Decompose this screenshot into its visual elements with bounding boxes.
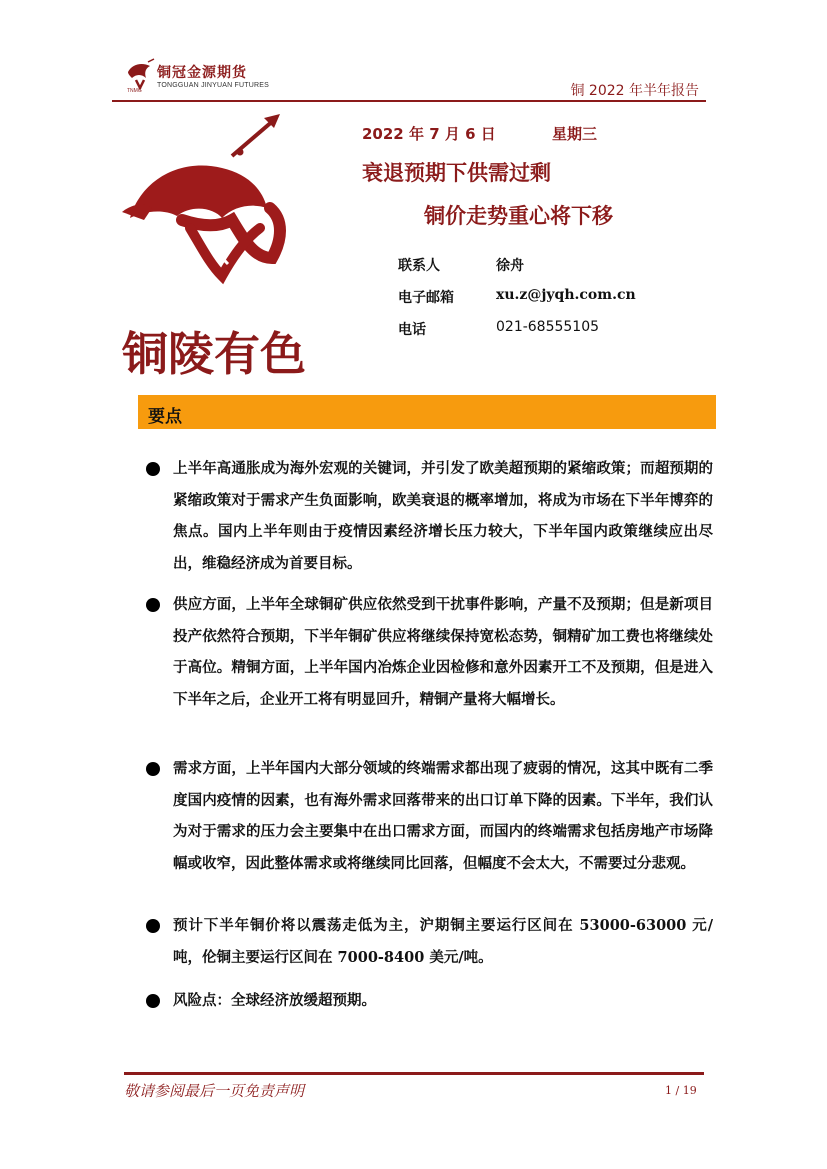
contact-value-phone: 021-68555105 <box>496 319 600 335</box>
bullet-icon <box>146 994 160 1008</box>
section-header-bar <box>138 395 716 429</box>
report-weekday: 星期三 <box>552 125 598 143</box>
point-text: 上半年高通胀成为海外宏观的关键词，并引发了欧美超预期的紧缩政策；而超预期的紧缩政策对于需求产生负面影响，欧美衰退的概率增加，将成为市场在下半年博弈的焦点。国内上半年则由于疫情因素经济增长压力较大，下半年国内政策继续应出尽出，维稳经济成为首要目标。 <box>173 460 713 572</box>
report-date: 2022 年 7 月 6 日 <box>362 125 496 143</box>
logo-tnmg: TNMG <box>127 88 142 94</box>
company-logo <box>124 58 274 96</box>
point-text: 供应方面，上半年全球铜矿供应依然受到干扰事件影响，产量不及预期；但是新项目投产依然符合预期，下半年铜矿供应将继续保持宽松态势，铜精矿加工费也将继续处于高位。精铜方面，上半年国内冶炼企业因检修和意外因素开工不及预期，但是进入下半年之后，企业开工将有明显回升，精铜产量将大幅增长。 <box>173 596 713 708</box>
report-name: 铜 2022 年半年报告 <box>570 83 699 99</box>
report-title-line2: 铜价走势重心将下移 <box>424 204 613 228</box>
hero-calligraphy: 铜陵有色 <box>122 327 306 381</box>
point-text: 预计下半年铜价将以震荡走低为主，沪期铜主要运行区间在 53000-63000 元/吨，伦铜主要运行区间在 7000-8400 美元/吨。 <box>173 917 713 966</box>
bullet-icon <box>146 462 160 476</box>
report-title-line1: 衰退预期下供需过剩 <box>362 161 551 185</box>
disclaimer-note: 敬请参阅最后一页免责声明 <box>124 1082 305 1100</box>
bullet-icon <box>146 598 160 612</box>
point-text: 风险点：全球经济放缓超预期。 <box>173 992 376 1009</box>
logo-chinese-name: 铜冠金源期货 <box>157 65 247 81</box>
bullet-icon <box>146 919 160 933</box>
contact-value-person: 徐舟 <box>496 258 524 274</box>
page-number: 1 / 19 <box>665 1084 697 1097</box>
contact-label-phone: 电话 <box>398 322 426 338</box>
logo-english-name: TONGGUAN JINYUAN FUTURES <box>157 82 270 89</box>
section-title: 要点 <box>148 407 182 427</box>
contact-value-email[interactable]: xu.z@jyqh.com.cn <box>496 287 636 303</box>
point-text: 需求方面，上半年国内大部分领域的终端需求都出现了疲弱的情况，这其中既有二季度国内疫情的因素，也有海外需求回落带来的出口订单下降的因素。下半年，我们认为对于需求的压力会主要集中在出口需求方面，而国内的终端需求包括房地产市场降幅或收窄，因此整体需求或将继续同比回落，但幅度不会太大，不需要过分悲观。 <box>173 760 713 872</box>
footer-divider <box>124 1072 704 1075</box>
contact-label-email: 电子邮箱 <box>398 290 454 306</box>
hero-emblem-icon <box>122 108 322 383</box>
hero-logo <box>122 108 322 383</box>
header-divider <box>112 100 706 102</box>
bullet-icon <box>146 762 160 776</box>
contact-label-person: 联系人 <box>398 258 440 274</box>
